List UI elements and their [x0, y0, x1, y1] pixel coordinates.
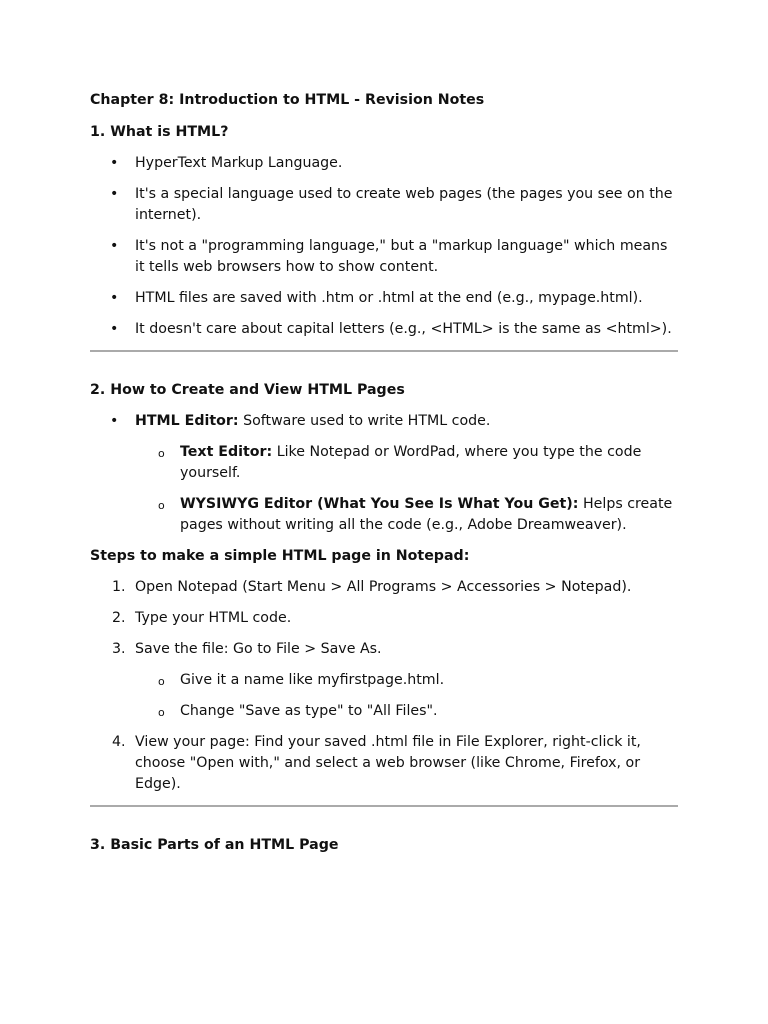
- html-editor-label: HTML Editor:: [135, 413, 239, 429]
- step-text: Type your HTML code.: [135, 610, 292, 626]
- step-item: [90, 639, 678, 722]
- step-item: [90, 608, 678, 629]
- wysiwyg-editor-label: WYSIWYG Editor (What You See Is What You Get):: [180, 496, 579, 512]
- list-item: • It's not a "programming language," but a "markup language" which means it tells web browsers how to show content.: [90, 236, 678, 278]
- wysiwyg-editor-text: Helps create pages without writing all the code (e.g., Adobe Dreamweaver).: [180, 496, 673, 533]
- step-number: 2.: [112, 610, 126, 626]
- editor-types-list: [135, 442, 678, 536]
- list-item: o Give it a name like myfirstpage.html.: [135, 670, 678, 691]
- list-item: • It's a special language used to create web pages (the pages you see on the internet).: [90, 184, 678, 226]
- html-editor-text: Software used to write HTML code.: [238, 413, 491, 429]
- list-item: • HTML files are saved with .htm or .html at the end (e.g., mypage.html).: [90, 288, 678, 309]
- what-is-html-list: [90, 153, 678, 340]
- section-heading-create-view: 2. How to Create and View HTML Pages: [90, 382, 405, 398]
- step-item: [90, 732, 678, 795]
- editor-list: [90, 411, 678, 536]
- steps-heading: Steps to make a simple HTML page in Notepad:: [90, 548, 470, 564]
- step-item: [90, 577, 678, 598]
- section-heading-basic-parts: 3. Basic Parts of an HTML Page: [90, 837, 339, 853]
- list-item: o Change "Save as type" to "All Files".: [135, 701, 678, 722]
- list-item: • It doesn't care about capital letters (e.g., <HTML> is the same as <html>).: [90, 319, 678, 340]
- document-content: [90, 90, 678, 866]
- step-text: View your page: Find your saved .html file in File Explorer, right-click it, choose "Open with," and select a web browser (like Chrome, Firefox, or Edge).: [135, 734, 641, 792]
- section-heading-what-is-html: 1. What is HTML?: [90, 124, 229, 140]
- page-title: Chapter 8: Introduction to HTML - Revision Notes: [90, 92, 485, 108]
- text-editor-label: Text Editor:: [180, 444, 273, 460]
- list-item-html-editor: [90, 411, 678, 536]
- save-substeps-list: [135, 670, 678, 722]
- step-text: Open Notepad (Start Menu > All Programs > Accessories > Notepad).: [135, 579, 632, 595]
- list-item-wysiwyg-editor: [135, 494, 678, 536]
- step-number: 4.: [112, 734, 126, 750]
- list-item: • HyperText Markup Language.: [90, 153, 678, 174]
- step-number: 1.: [112, 579, 126, 595]
- list-item-text-editor: [135, 442, 678, 484]
- steps-list: [90, 577, 678, 795]
- step-text: Save the file: Go to File > Save As.: [135, 641, 382, 657]
- text-editor-text: Like Notepad or WordPad, where you type the code yourself.: [180, 444, 642, 481]
- step-number: 3.: [112, 641, 126, 657]
